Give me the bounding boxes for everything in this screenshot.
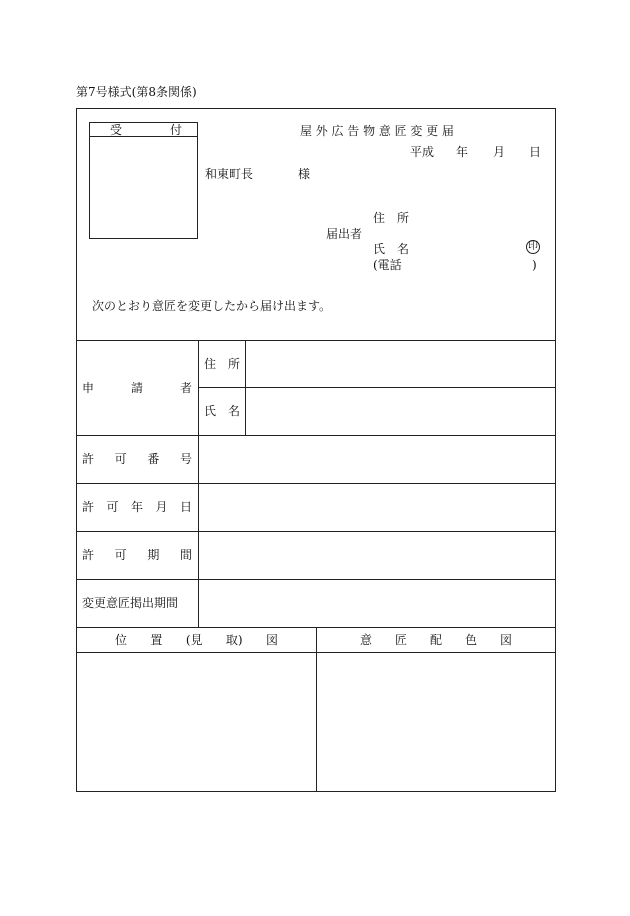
change-period-label: 変更意匠掲出期間 xyxy=(82,596,179,610)
permit-date-cell[interactable] xyxy=(199,484,555,530)
location-map-label: 位 置 (見 取) 図 xyxy=(115,633,278,647)
applicant-label: 届出者 xyxy=(326,227,363,241)
seal-mark: 印 xyxy=(528,241,538,252)
change-period-cell[interactable] xyxy=(199,580,555,626)
applicant-address-label: 住 所 xyxy=(373,211,409,225)
phone-close: ) xyxy=(532,258,537,272)
address-input-cell[interactable] xyxy=(246,341,555,387)
permit-period-label: 許 可 期 間 xyxy=(82,548,192,562)
design-color-label: 意 匠 配 色 図 xyxy=(360,633,512,647)
phone-open: (電話 xyxy=(373,258,402,272)
honorific: 様 xyxy=(298,167,311,181)
address-cell-label: 住 所 xyxy=(204,357,240,371)
permit-date-label: 許 可 年 月 日 xyxy=(82,500,192,514)
date-day[interactable]: 日 xyxy=(529,145,542,159)
applicant-name-label: 氏 名 xyxy=(373,242,409,256)
reception-box[interactable] xyxy=(89,122,198,239)
date-year[interactable]: 年 xyxy=(456,145,469,159)
form-number: 第7号様式(第8条関係) xyxy=(76,85,197,99)
permit-number-label: 許 可 番 号 xyxy=(82,452,192,466)
permit-number-cell[interactable] xyxy=(199,436,555,482)
statement: 次のとおり意匠を変更したから届け出ます。 xyxy=(92,299,332,313)
name-cell-label: 氏 名 xyxy=(204,404,240,418)
date-era: 平成 xyxy=(410,145,435,159)
addressee: 和東町長 xyxy=(205,167,254,181)
applicant-row-label: 申 請 者 xyxy=(82,381,192,395)
date-month[interactable]: 月 xyxy=(493,145,506,159)
permit-period-cell[interactable] xyxy=(199,532,555,578)
location-map-area[interactable] xyxy=(77,653,315,791)
name-input-cell[interactable] xyxy=(246,388,555,434)
reception-label: 受 付 xyxy=(110,123,182,137)
design-color-area[interactable] xyxy=(317,653,555,791)
form-title: 屋 外 広 告 物 意 匠 変 更 届 xyxy=(300,124,454,138)
